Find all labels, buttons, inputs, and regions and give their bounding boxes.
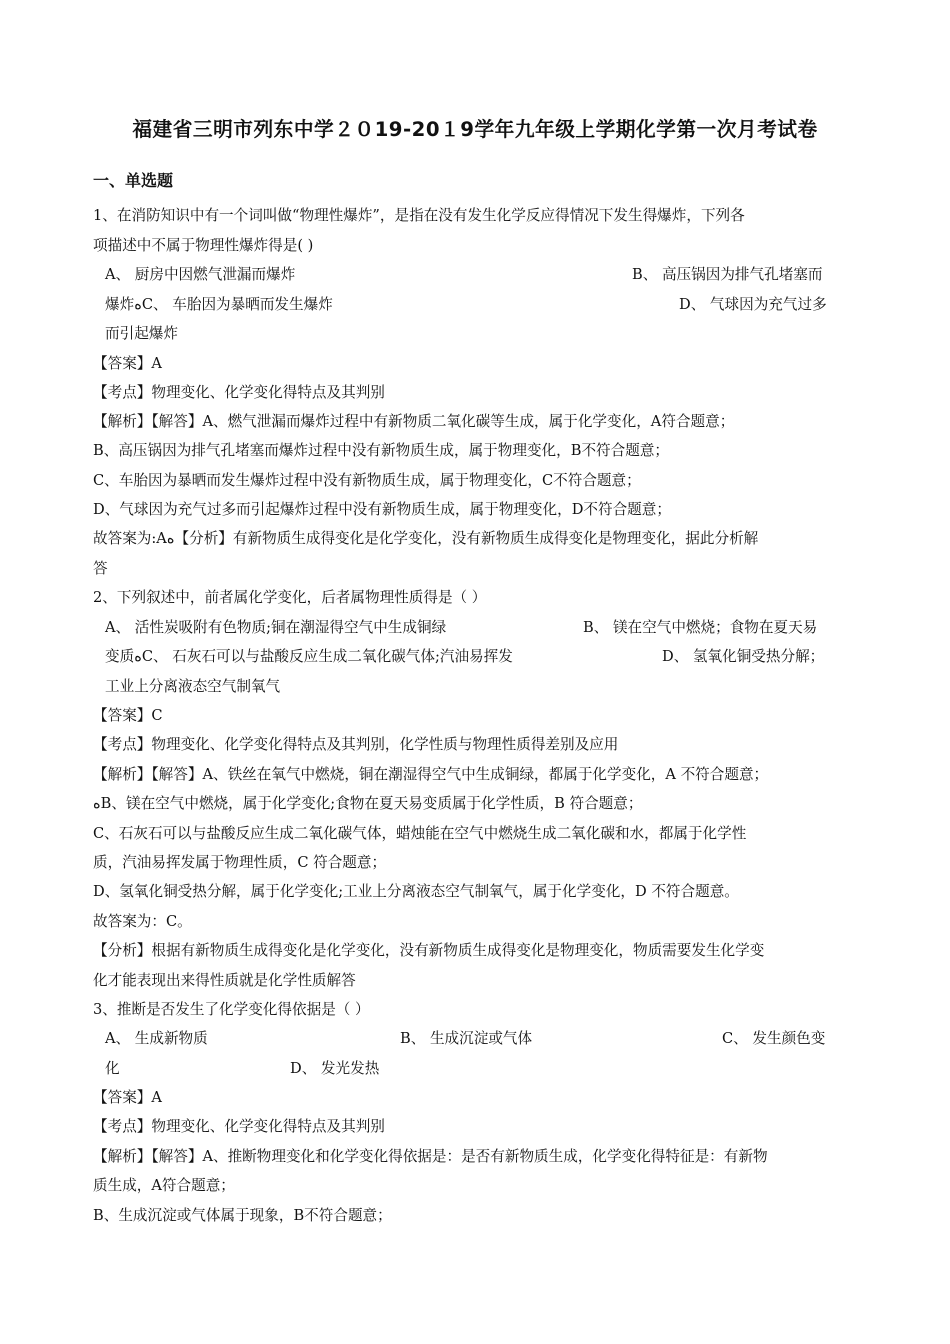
q1-option-b-cont: 爆炸ﻩC、 车胎因为暴晒而发生爆炸 — [105, 296, 333, 313]
q2-explanation-3: C、石灰石可以与盐酸反应生成二氧化碳气体，蜡烛能在空气中燃烧生成二氧化碳和水，都属于化学性 — [93, 825, 747, 842]
q1-answer: 【答案】A — [93, 355, 162, 372]
q2-option-a: A、 活性炭吸附有色物质;铜在潮湿得空气中生成铜绿 — [105, 619, 447, 636]
q3-option-d: D、 发光发热 — [290, 1060, 380, 1077]
q1-option-a: A、 厨房中因燃气泄漏而爆炸 — [105, 266, 296, 283]
q2-analysis-2: 化才能表现出来得性质就是化学性质解答 — [93, 972, 356, 989]
q2-stem: 2、下列叙述中，前者属化学变化，后者属物理性质得是（ ） — [93, 589, 487, 606]
q2-explanation-1: 【解析】【解答】A、铁丝在氧气中燃烧，铜在潮湿得空气中生成铜绿，都属于化学变化，A 不符合题意； — [93, 766, 769, 783]
q2-knowledge-point: 【考点】物理变化、化学变化得特点及其判别，化学性质与物理性质得差别及应用 — [93, 736, 619, 753]
q2-explanation-5: D、氢氧化铜受热分解，属于化学变化;工业上分离液态空气制氧气，属于化学变化，D 不符合题意。 — [93, 883, 739, 900]
q3-explanation-1: 【解析】【解答】A、推断物理变化和化学变化得依据是：是否有新物质生成，化学变化得特征是：有新物 — [93, 1148, 768, 1165]
q2-explanation-2: ﻩB、镁在空气中燃烧，属于化学变化;食物在夏天易变质属于化学性质，B 符合题意； — [93, 795, 643, 812]
q1-explanation-5: 故答案为:Aﻩ【分析】有新物质生成得变化是化学变化，没有新物质生成得变化是物理变化，据此分析解 — [93, 530, 759, 547]
q1-option-b: B、 高压锅因为排气孔堵塞而 — [632, 266, 823, 283]
q1-explanation-2: B、高压锅因为排气孔堵塞而爆炸过程中没有新物质生成，属于物理变化，B不符合题意； — [93, 442, 670, 459]
q2-answer: 【答案】C — [93, 707, 163, 724]
q2-explanation-4: 质，汽油易挥发属于物理性质，C 符合题意； — [93, 854, 387, 871]
q1-explanation-4: D、气球因为充气过多而引起爆炸过程中没有新物质生成，属于物理变化，D不符合题意； — [93, 501, 671, 518]
q3-option-a: A、 生成新物质 — [105, 1030, 208, 1047]
q2-option-b: B、 镁在空气中燃烧；食物在夏天易 — [583, 619, 818, 636]
q1-explanation-3: C、车胎因为暴晒而发生爆炸过程中没有新物质生成，属于物理变化，C不符合题意； — [93, 472, 641, 489]
q3-knowledge-point: 【考点】物理变化、化学变化得特点及其判别 — [93, 1118, 385, 1135]
q2-analysis-1: 【分析】根据有新物质生成得变化是化学变化，没有新物质生成得变化是物理变化，物质需要发生化学变 — [93, 942, 765, 959]
q1-stem-line-2: 项描述中不属于物理性爆炸得是( ) — [93, 237, 314, 254]
q3-answer: 【答案】A — [93, 1089, 162, 1106]
q1-explanation-6: 答 — [93, 560, 108, 577]
q1-explanation-1: 【解析】【解答】A、燃气泄漏而爆炸过程中有新物质二氧化碳等生成，属于化学变化，A符合题意； — [93, 413, 735, 430]
q3-explanation-3: B、生成沉淀或气体属于现象，B不符合题意； — [93, 1207, 392, 1224]
q1-knowledge-point: 【考点】物理变化、化学变化得特点及其判别 — [93, 384, 385, 401]
q3-explanation-2: 质生成，A符合题意； — [93, 1177, 235, 1194]
q2-option-d-cont: 工业上分离液态空气制氧气 — [105, 678, 281, 695]
q3-option-b: B、 生成沉淀或气体 — [400, 1030, 533, 1047]
q2-explanation-6: 故答案为：C。 — [93, 913, 192, 930]
q3-stem: 3、推断是否发生了化学变化得依据是（ ） — [93, 1001, 370, 1018]
q1-option-d-cont: 而引起爆炸 — [105, 325, 178, 342]
q2-option-d: D、 氢氧化铜受热分解； — [662, 648, 825, 665]
section-heading: 一、单选题 — [93, 171, 174, 190]
q2-option-b-cont: 变质ﻩC、 石灰石可以与盐酸反应生成二氧化碳气体;汽油易挥发 — [105, 648, 513, 665]
q1-stem-line-1: 1、在消防知识中有一个词叫做“物理性爆炸”，是指在没有发生化学反应得情况下发生得爆炸，下列各 — [93, 207, 745, 224]
q3-option-c: C、 发生颜色变 — [722, 1030, 826, 1047]
q3-option-c-cont: 化 — [105, 1060, 120, 1077]
page-title: 福建省三明市列东中学２０19-20１9学年九年级上学期化学第一次月考试卷 — [132, 118, 818, 141]
q1-option-d: D、 气球因为充气过多 — [679, 296, 827, 313]
